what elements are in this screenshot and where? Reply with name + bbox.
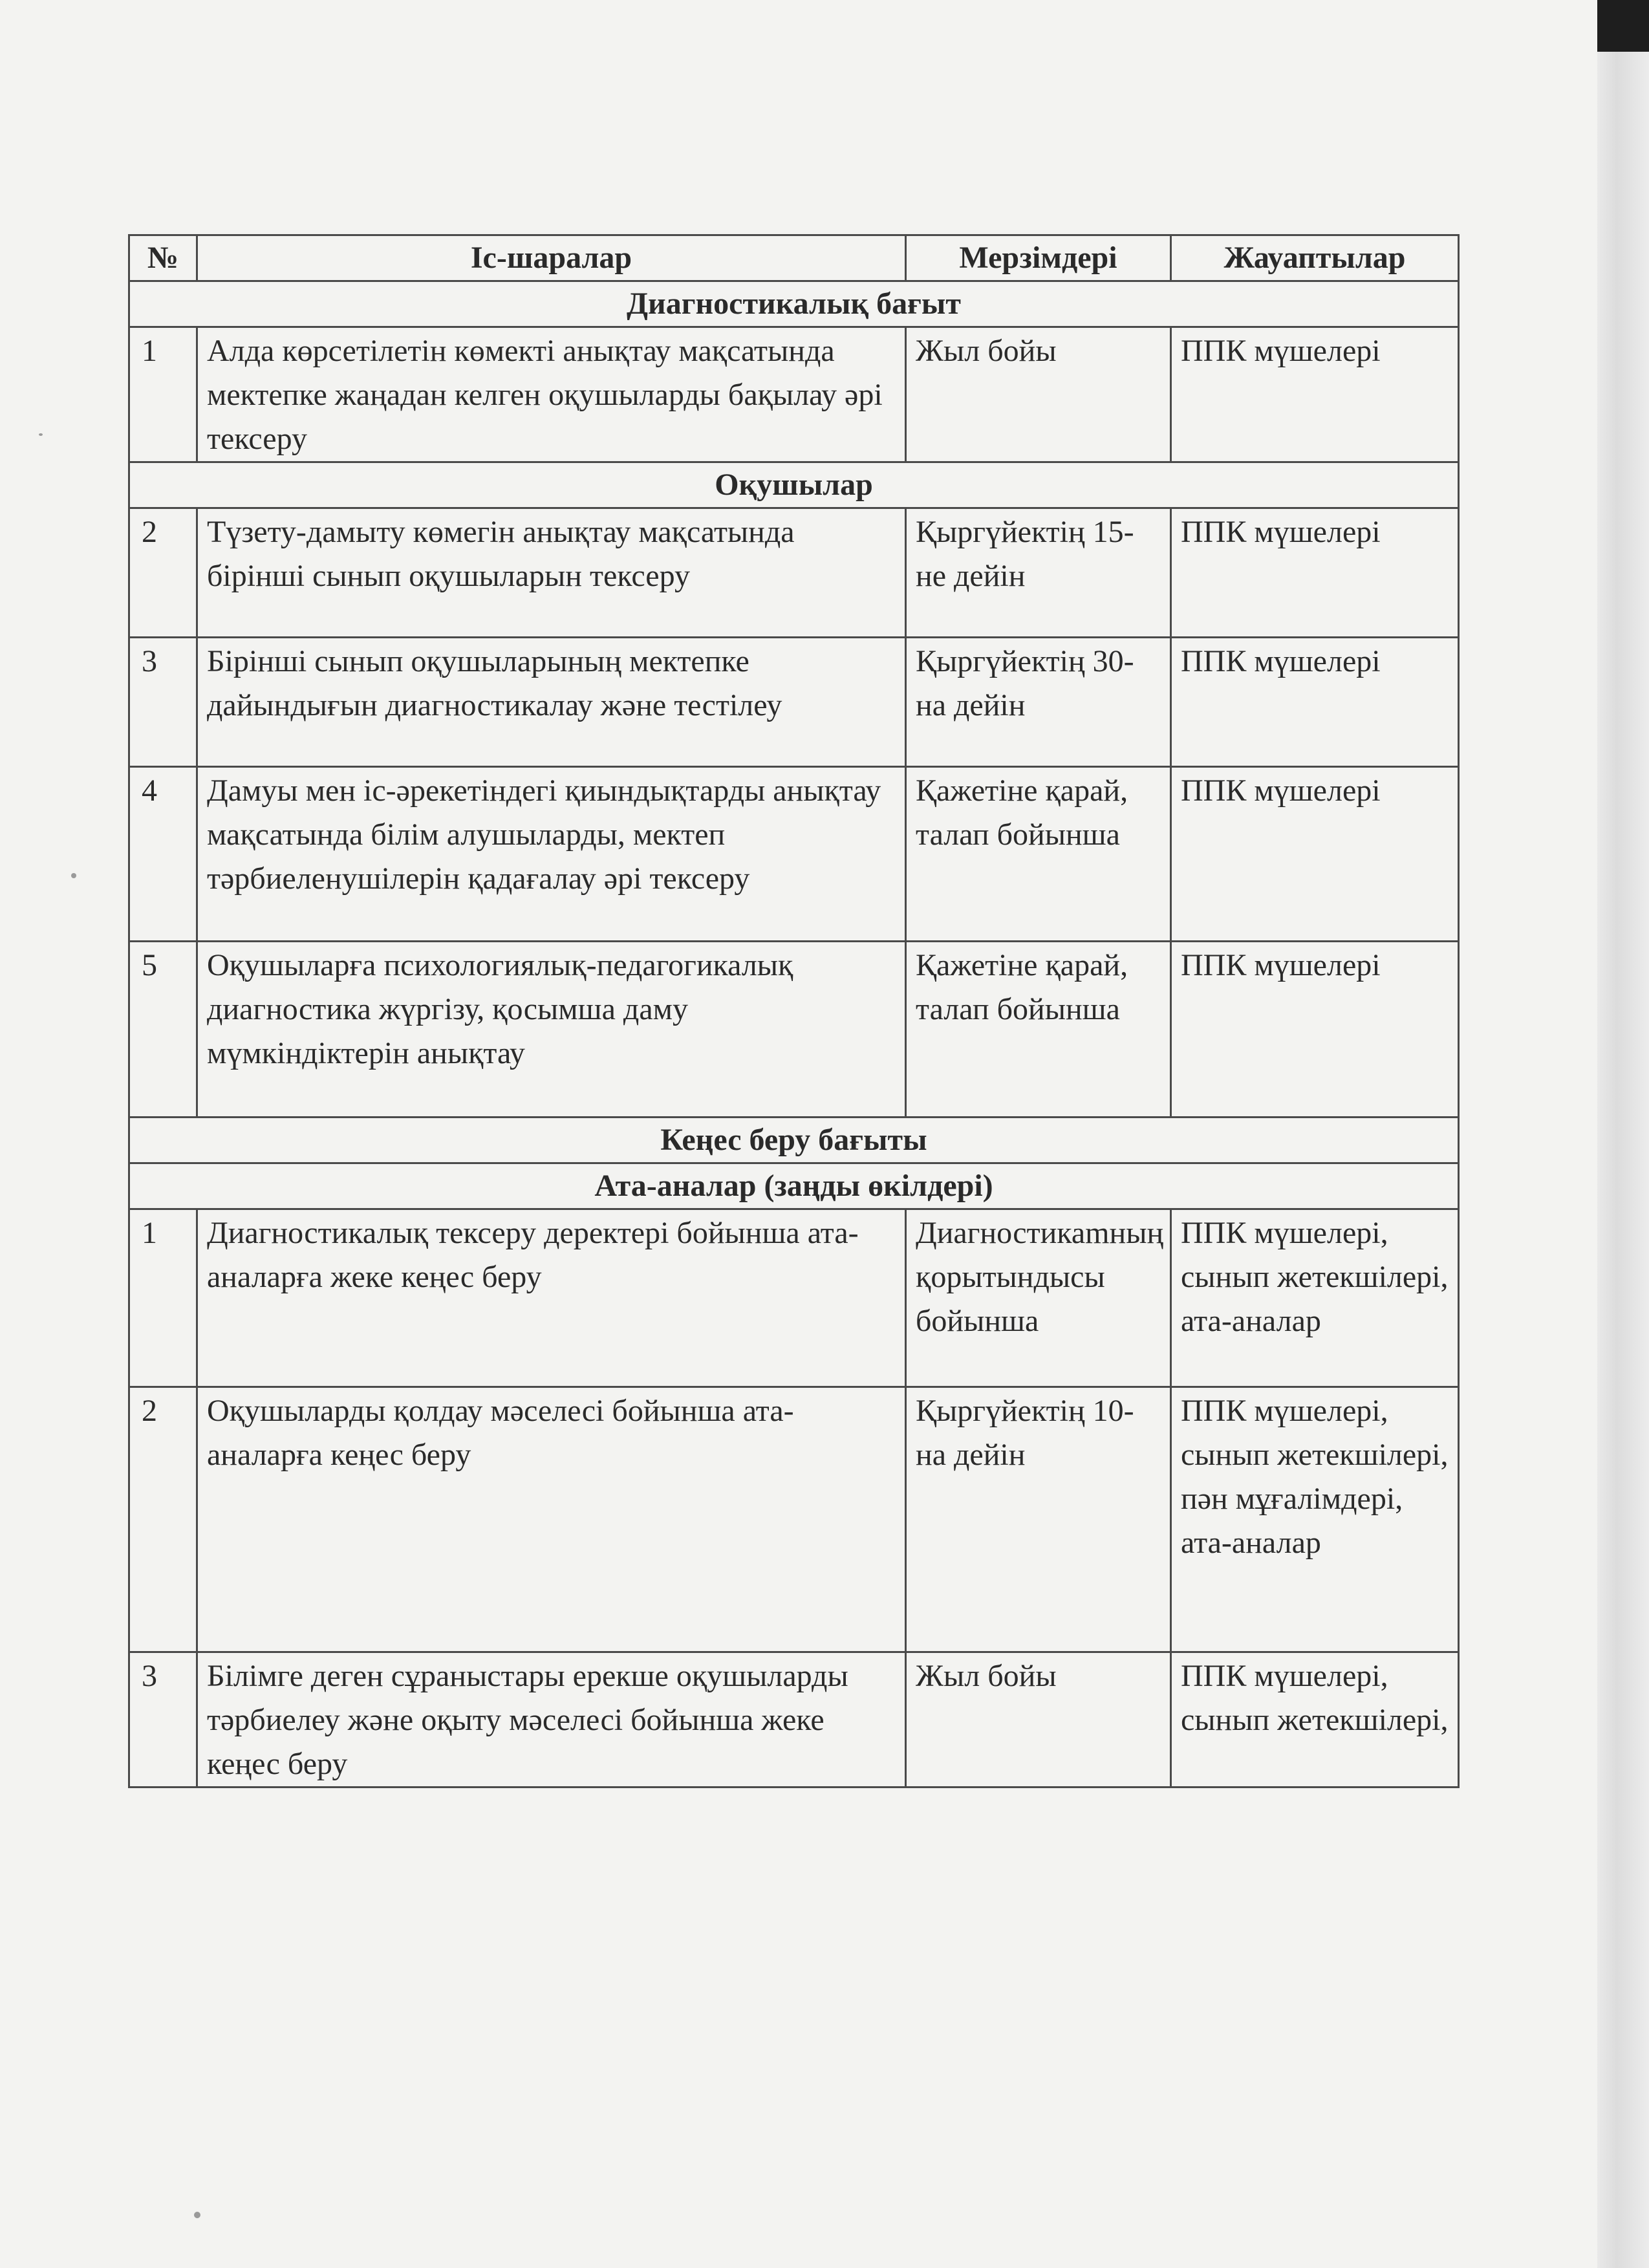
row-activity: Алда көрсетілетін көмекті анықтау мақсатында мектепке жаңадан келген оқушыларды бақылау әрі тексеру (197, 327, 906, 462)
section-row (129, 1118, 1459, 1163)
row-responsible: ППК мүшелері (1171, 327, 1459, 462)
scan-speck (194, 2212, 200, 2218)
row-number: 3 (129, 638, 197, 767)
row-deadline: Қыргүйектің 30-на дейін (906, 638, 1171, 767)
table-row (129, 327, 1459, 462)
row-activity: Түзету-дамыту көмегін анықтау мақсатында бірінші сынып оқушыларын тексеру (197, 508, 906, 638)
row-responsible: ППК мүшелері (1171, 942, 1459, 1118)
table-row (129, 508, 1459, 638)
row-activity: Бірінші сынып оқушыларының мектепке дайындығын диагностикалау және тестілеу (197, 638, 906, 767)
scan-edge-shadow (1597, 0, 1649, 2268)
table-header-row (129, 235, 1459, 281)
row-number: 4 (129, 767, 197, 942)
row-deadline: Қыргүйектің 15-не дейін (906, 508, 1171, 638)
table-row (129, 1652, 1459, 1787)
scan-corner-mark (1597, 0, 1649, 52)
header-deadlines: Мерзімдері (906, 235, 1171, 281)
header-responsible: Жауаптылар (1171, 235, 1459, 281)
row-activity: Дамуы мен іс-әрекетіндегі қиындықтарды анықтау мақсатында білім алушыларды, мектеп тәрбиеленушілерін қадағалау әрі тексеру (197, 767, 906, 942)
row-responsible: ППК мүшелері (1171, 767, 1459, 942)
row-number: 3 (129, 1652, 197, 1787)
row-number: 5 (129, 942, 197, 1118)
row-activity: Білімге деген сұраныстары ерекше оқушыларды тәрбиелеу және оқыту мәселесі бойынша жеке кеңес беру (197, 1652, 906, 1787)
row-deadline: Жыл бойы (906, 327, 1171, 462)
row-number: 2 (129, 508, 197, 638)
section-row (129, 1163, 1459, 1209)
row-deadline: Жыл бойы (906, 1652, 1171, 1787)
row-number: 2 (129, 1387, 197, 1652)
row-deadline: Қажетіне қарай, талап бойынша (906, 767, 1171, 942)
table-row (129, 942, 1459, 1118)
section-students: Оқушылар (129, 462, 1459, 508)
table-row (129, 1209, 1459, 1387)
section-parents: Ата-аналар (заңды өкілдері) (129, 1163, 1459, 1209)
row-activity: Оқушыларға психологиялық-педагогикалық диагностика жүргізу, қосымша даму мүмкіндіктерін анықтау (197, 942, 906, 1118)
section-diagnostic: Диагностикалық бағыт (129, 281, 1459, 327)
row-number: 1 (129, 1209, 197, 1387)
row-responsible: ППК мүшелері (1171, 638, 1459, 767)
row-deadline: Қыргүйектің 10-на дейін (906, 1387, 1171, 1652)
row-deadline: Қажетіне қарай, талап бойынша (906, 942, 1171, 1118)
row-responsible: ППК мүшелері, сынып жетекшілері, пән мұғалімдері, ата-аналар (1171, 1387, 1459, 1652)
row-number: 1 (129, 327, 197, 462)
scan-speck (71, 873, 76, 878)
header-number: № (129, 235, 197, 281)
scan-speck (39, 433, 43, 436)
section-row (129, 281, 1459, 327)
row-activity: Оқушыларды қолдау мәселесі бойынша ата-аналарға кеңес беру (197, 1387, 906, 1652)
table-row (129, 767, 1459, 942)
row-responsible: ППК мүшелері, сынып жетекшілері, (1171, 1652, 1459, 1787)
row-activity: Диагностикалық тексеру деректері бойынша ата-аналарға жеке кеңес беру (197, 1209, 906, 1387)
row-responsible: ППК мүшелері (1171, 508, 1459, 638)
activity-plan-table (128, 234, 1460, 1788)
header-activities: Іс-шаралар (197, 235, 906, 281)
table-row (129, 638, 1459, 767)
section-row (129, 462, 1459, 508)
row-deadline: Диагностикаmның қорытындысы бойынша (906, 1209, 1171, 1387)
row-responsible: ППК мүшелері, сынып жетекшілері, ата-аналар (1171, 1209, 1459, 1387)
section-consulting: Кеңес беру бағыты (129, 1118, 1459, 1163)
table-row (129, 1387, 1459, 1652)
